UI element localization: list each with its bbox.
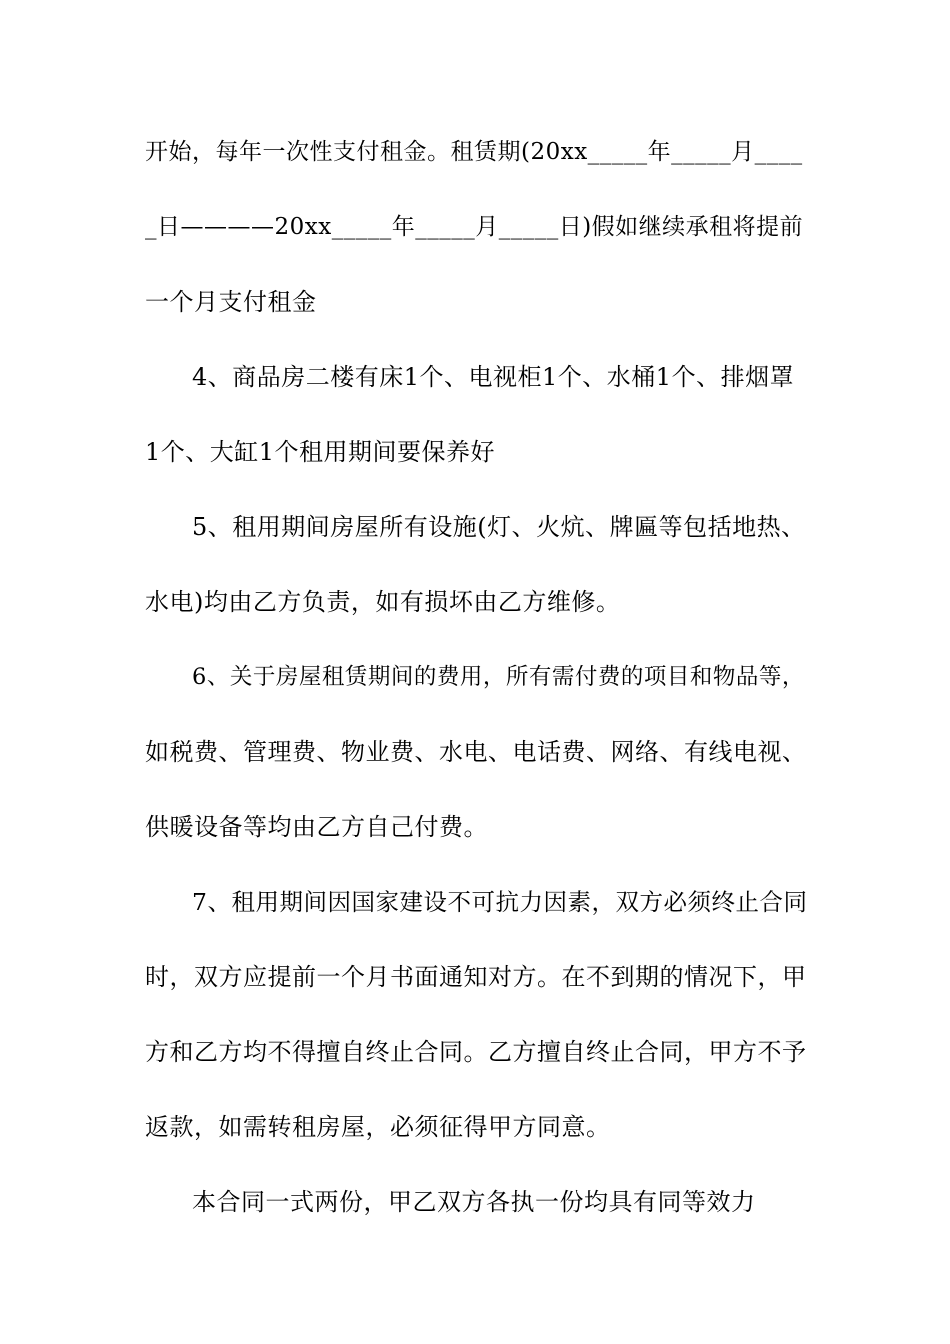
- text-line: 方和乙方均不得擅自终止合同。乙方擅自终止合同，甲方不予: [145, 1038, 807, 1066]
- clause-7-line: 7、租用期间因国家建设不可抗力因素，双方必须终止合同: [192, 888, 808, 916]
- clause-4-line: 4、商品房二楼有床1个、电视柜1个、水桶1个、排烟罩: [192, 363, 795, 391]
- text-line: 开始，每年一次性支付租金。租赁期(20xx_____年_____月____: [145, 139, 803, 165]
- text-line: 1个、大缸1个租用期间要保养好: [145, 438, 496, 466]
- text-line: 返款，如需转租房屋，必须征得甲方同意。: [145, 1113, 611, 1141]
- text-line: 一个月支付租金: [145, 288, 317, 316]
- clause-5-line: 5、租用期间房屋所有设施(灯、火炕、牌匾等包括地热、: [192, 513, 806, 541]
- text-line: 供暖设备等均由乙方自己付费。: [145, 813, 488, 841]
- clause-6-line: 6、关于房屋租赁期间的费用，所有需付费的项目和物品等，: [192, 664, 805, 690]
- text-line: _日————20xx_____年_____月_____日)假如继续承租将提前: [145, 214, 804, 240]
- closing-clause-line: 本合同一式两份，甲乙双方各执一份均具有同等效力: [192, 1188, 756, 1216]
- text-line: 时，双方应提前一个月书面通知对方。在不到期的情况下，甲: [145, 963, 807, 991]
- text-line: 水电)均由乙方负责，如有损坏由乙方维修。: [145, 588, 621, 616]
- text-line: 如税费、管理费、物业费、水电、电话费、网络、有线电视、: [145, 738, 807, 766]
